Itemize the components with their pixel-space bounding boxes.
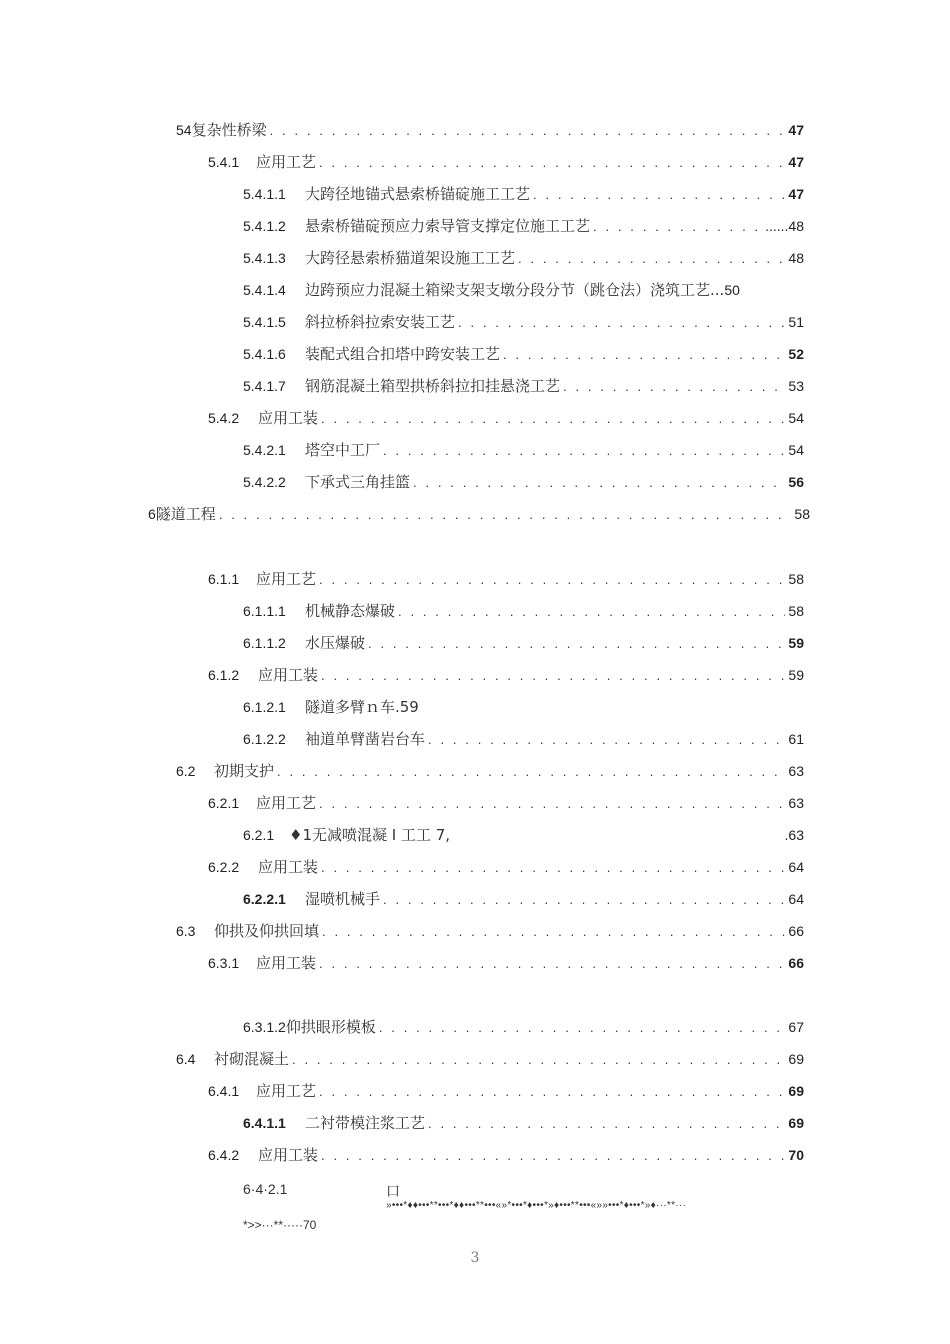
toc-leader [368,636,785,651]
toc-leader [383,892,785,907]
toc-number: 6.2.1 [243,827,275,843]
toc-number: 6.2.1 [208,795,240,811]
toc-title: 隧道多臂ｎ车.59 [305,698,419,716]
toc-page: 66 [788,955,804,971]
toc-leader [321,668,785,683]
toc-page: 52 [788,346,804,362]
toc-number: 5.4.1.5 [243,314,286,330]
toc-leader [533,187,785,202]
toc-page: 56 [788,474,804,490]
toc-number: 5.4.1.3 [243,250,286,266]
toc-title: 装配式组合扣塔中跨安装工艺 [305,345,501,363]
toc-entry[interactable] [243,375,804,396]
toc-entry[interactable] [208,568,804,589]
toc-leader [319,956,785,971]
toc-number: 6.1.1.2 [243,635,286,651]
toc-entry[interactable] [208,952,804,973]
toc-page: 63 [788,795,804,811]
toc-leader [428,732,785,747]
toc-leader [383,443,785,458]
toc-page: 50 [724,282,740,298]
toc-page: 70 [788,1147,804,1163]
toc-number: 6.4 [176,1051,196,1067]
toc-page: 58 [794,506,810,522]
toc-title: 应用工艺 [256,570,317,588]
toc-number: 5.4.2.2 [243,474,286,490]
toc-entry[interactable] [243,247,804,268]
toc-entry[interactable] [208,1080,804,1101]
toc-page: 67 [788,1019,804,1035]
toc-entry[interactable] [243,824,804,845]
toc-number: 5.4.1.4 [243,282,286,298]
toc-title: 下承式三角挂篮 [305,473,411,491]
toc-entry[interactable] [208,407,804,428]
toc-entry[interactable] [243,311,804,332]
toc-entry[interactable] [243,471,804,492]
toc-title: 隧道工程 [155,505,216,523]
garbled-leader: »•••*♦♦•••**•••*♦♦•••**•••«»*•••*♦•••*»♦•••**•••«»»•••*♦•••*»♦···**··· [386,1200,687,1211]
toc-leader [398,604,785,619]
toc-leader [319,155,785,170]
toc-title: 边跨预应力混凝土箱梁支架支墩分段分节（跳仓法）浇筑工艺... [305,281,725,299]
toc-title: 应用工装 [258,858,319,876]
toc-title: 应用工装 [258,409,319,427]
toc-entry[interactable] [243,439,804,460]
toc-number: 6.1.2.2 [243,731,286,747]
toc-page: 69 [788,1115,804,1131]
toc-page: 53 [788,378,804,394]
toc-leader [277,764,785,779]
toc-leader [322,924,785,939]
toc-page: 54 [788,442,804,458]
toc-leader [593,219,762,234]
garbled-leader-page: *>>···**·····70 [243,1218,317,1232]
toc-page: 64 [788,859,804,875]
toc-title: 仰拱眼形模板 [285,1018,376,1036]
toc-entry[interactable] [176,1048,804,1069]
toc-title: 应用工艺 [256,794,317,812]
toc-number: 5.4.2 [208,410,240,426]
toc-title: 应用工装 [258,1146,319,1164]
toc-page: ......48 [765,218,804,234]
toc-number: 6.3 [176,923,196,939]
toc-entry[interactable] [243,888,804,909]
toc-title: 悬索桥锚碇预应力索导管支撑定位施工工艺 [305,217,591,235]
toc-leader [503,347,785,362]
toc-entry[interactable] [243,279,811,300]
toc-entry[interactable] [148,503,810,524]
toc-leader [458,315,785,330]
toc-page: 69 [788,1051,804,1067]
toc-number: 6.4.2 [208,1147,240,1163]
toc-title: 二衬带模注浆工艺 [305,1114,426,1132]
toc-number: 54 [176,122,192,138]
toc-title: 水压爆破 [305,634,366,652]
toc-title: 应用工艺 [256,153,317,171]
toc-title: ♦1无减喷混凝 I 工工 7, [289,826,451,844]
toc-page: 54 [788,410,804,426]
toc-page: 48 [788,250,804,266]
toc-number: 5.4.1.1 [243,186,286,202]
toc-entry[interactable] [243,728,804,749]
toc-page: 66 [788,923,804,939]
toc-number: 6.2.2.1 [243,891,286,907]
toc-title: 应用工装 [258,666,319,684]
toc-title: 大跨径悬索桥猫道架设施工工艺 [305,249,516,267]
toc-title: 应用工装 [256,954,317,972]
toc-number: 5.4.1.7 [243,378,286,394]
toc-leader [319,1084,785,1099]
toc-leader [270,123,786,138]
toc-number: 6·4·2.1 [243,1181,288,1197]
toc-leader [319,572,785,587]
toc-leader [413,475,785,490]
toc-page: 47 [788,186,804,202]
toc-entry[interactable] [243,696,419,717]
placeholder-box-glyph: 口 [386,1184,400,1200]
page-number: 3 [470,1250,480,1266]
toc-number: 6.4.1 [208,1083,240,1099]
toc-page: 59 [788,667,804,683]
toc-entry[interactable] [208,792,804,813]
toc-title: 复杂性桥梁 [191,121,267,139]
toc-title: 湿喷机械手 [305,890,381,908]
toc-title: 初期支护 [214,762,275,780]
toc-page: 51 [788,314,804,330]
toc-number: 5.4.1.2 [243,218,286,234]
toc-leader [321,1148,785,1163]
toc-page: 47 [788,154,804,170]
toc-title: 塔空中工厂 [305,441,381,459]
toc-number: 5.4.2.1 [243,442,286,458]
toc-number: 6.1.2 [208,667,240,683]
toc-number: 6.1.2.1 [243,699,286,715]
toc-number: 5.4.1 [208,154,240,170]
toc-number: 6.3.1.2 [243,1019,286,1035]
toc-leader [321,411,785,426]
toc-entry[interactable] [243,215,804,236]
toc-leader [292,1052,785,1067]
toc-page: 59 [788,635,804,651]
toc-title: 应用工艺 [256,1082,317,1100]
toc-leader [321,860,785,875]
toc-page: 47 [788,122,804,138]
toc-entry[interactable] [243,343,804,364]
toc-entry[interactable] [243,183,804,204]
toc-title: 大跨径地锚式悬索桥锚碇施工工艺 [305,185,531,203]
toc-entry[interactable] [243,1112,804,1133]
toc-page: 58 [788,571,804,587]
toc-page: 69 [788,1083,804,1099]
toc-leader [518,251,785,266]
toc-number: 6.4.1.1 [243,1115,286,1131]
toc-number: 5.4.1.6 [243,346,286,362]
toc-leader [219,507,792,522]
toc-number: 6.3.1 [208,955,240,971]
toc-number: 6.2 [176,763,196,779]
toc-entry[interactable] [243,632,804,653]
toc-entry[interactable] [208,664,804,685]
toc-leader [428,1116,785,1131]
toc-entry[interactable] [176,760,804,781]
toc-leader [563,379,785,394]
toc-entry[interactable] [176,119,804,140]
toc-number: 6.2.2 [208,859,240,875]
toc-page: .63 [784,827,804,843]
toc-number: 6.1.1 [208,571,240,587]
toc-entry[interactable] [208,151,804,172]
toc-entry[interactable] [176,920,804,941]
toc-number: 6 [148,506,156,522]
toc-entry[interactable] [243,1016,804,1037]
toc-page: 61 [788,731,804,747]
toc-title: 袖道单臂凿岩台车 [305,730,426,748]
toc-title: 机械静态爆破 [305,602,396,620]
toc-title: 衬砌混凝土 [214,1050,290,1068]
toc-page: 63 [788,763,804,779]
toc-page: 64 [788,891,804,907]
toc-entry[interactable] [208,1144,804,1165]
toc-title: 仰拱及仰拱回填 [214,922,320,940]
toc-title: 斜拉桥斜拉索安装工艺 [305,313,456,331]
toc-leader [319,796,785,811]
toc-entry[interactable] [208,856,804,877]
toc-leader [379,1020,786,1035]
toc-title: 钢筋混凝土箱型拱桥斜拉扣挂悬浇工艺 [305,377,561,395]
toc-entry[interactable] [243,600,804,621]
toc-number: 6.1.1.1 [243,603,286,619]
toc-page: 58 [788,603,804,619]
